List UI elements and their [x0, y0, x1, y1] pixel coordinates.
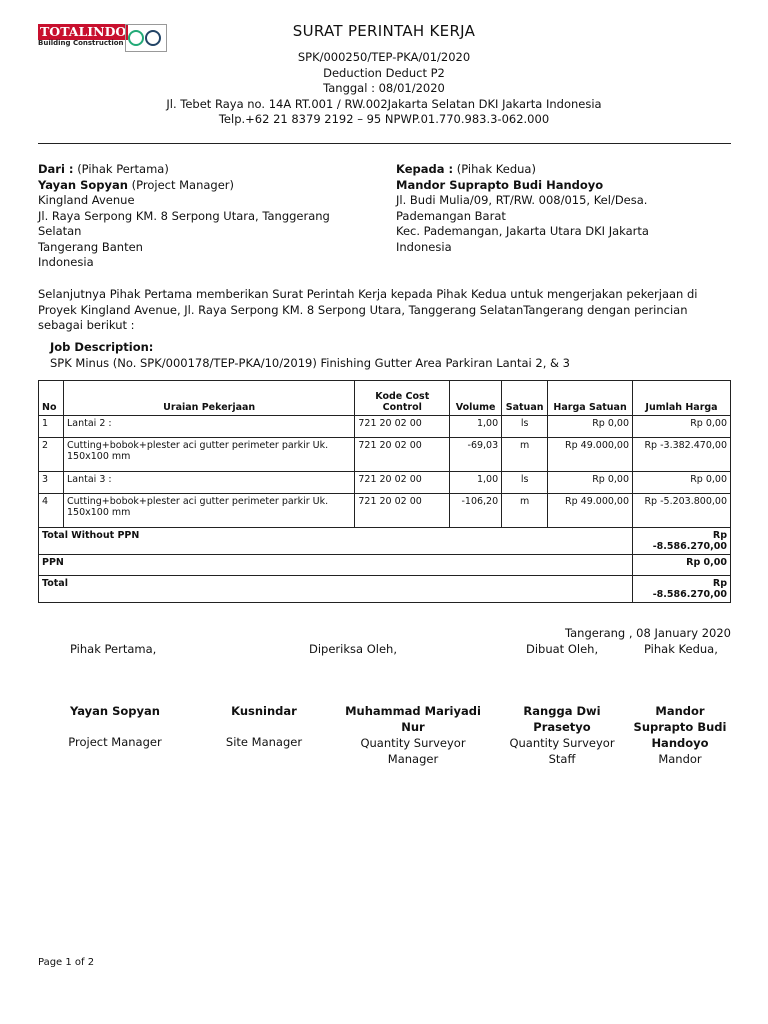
signatory-title: Project Manager: [68, 735, 162, 749]
table-header-row: [39, 381, 731, 416]
to-address-line: Kec. Pademangan, Jakarta Utara DKI Jakarta: [396, 224, 649, 238]
col-header-satuan: Satuan: [502, 381, 548, 416]
logo-subtitle: Building Construction: [38, 39, 124, 47]
cell-jumlah: Rp 0,00: [633, 416, 731, 438]
from-address-line: Kingland Avenue: [38, 193, 135, 207]
cell-no: 3: [39, 472, 64, 494]
col-header-jumlah: Jumlah Harga: [633, 381, 731, 416]
table-row: [39, 494, 731, 528]
total-value: Rp -8.586.270,00: [633, 576, 731, 603]
from-block: [38, 162, 368, 271]
signatory-name: Yayan Sopyan: [70, 704, 160, 718]
cell-harga: Rp 0,00: [548, 472, 633, 494]
intro-line: Selanjutnya Pihak Pertama memberikan Surat Perintah Kerja kepada Pihak Kedua untuk mengerjakan pekerjaan di: [38, 287, 698, 301]
cell-kode: 721 20 02 00: [355, 416, 450, 438]
table-row: [39, 472, 731, 494]
cell-uraian: Lantai 3 :: [63, 472, 354, 494]
cell-volume: 1,00: [450, 472, 502, 494]
cell-satuan: m: [502, 438, 548, 472]
from-role: (Pihak Pertama): [77, 162, 169, 176]
total-row: [39, 555, 731, 576]
logo-name: TOTALINDO: [40, 24, 127, 39]
signatory-name: Rangga Dwi Prasetyo: [523, 704, 601, 734]
to-address-line: Indonesia: [396, 239, 452, 254]
cell-uraian: Cutting+bobok+plester aci gutter perimeter parkir Uk. 150x100 mm: [63, 494, 354, 528]
to-block: [396, 162, 731, 255]
total-value: Rp 0,00: [633, 555, 731, 576]
signatory-title: Mandor: [658, 752, 702, 766]
role-pihak-kedua: Pihak Kedua,: [644, 642, 718, 656]
signatory-title: Quantity Surveyor Manager: [360, 736, 466, 766]
from-name: Yayan Sopyan: [38, 177, 128, 192]
role-pihak-pertama: Pihak Pertama,: [70, 642, 157, 656]
cell-harga: Rp 0,00: [548, 416, 633, 438]
job-description-text: SPK Minus (No. SPK/000178/TEP-PKA/10/2019) Finishing Gutter Area Parkiran Lantai 2, & 3: [50, 356, 570, 370]
cell-no: 2: [39, 438, 64, 472]
role-dibuat-oleh: Dibuat Oleh,: [526, 642, 599, 656]
from-address-line: Indonesia: [38, 255, 94, 269]
from-address-line: Selatan: [38, 224, 82, 238]
from-position: (Project Manager): [131, 177, 235, 192]
intro-line: Proyek Kingland Avenue, Jl. Raya Serpong KM. 8 Serpong Utara, Tanggerang SelatanTangerang dengan perincian: [38, 302, 688, 317]
document-title: SURAT PERINTAH KERJA: [292, 22, 476, 40]
spk-number: SPK/000250/TEP-PKA/01/2020: [297, 50, 471, 64]
job-description-label: Job Description:: [50, 340, 154, 354]
cell-kode: 721 20 02 00: [355, 438, 450, 472]
cell-satuan: ls: [502, 416, 548, 438]
cell-volume: -106,20: [450, 494, 502, 528]
cell-satuan: m: [502, 494, 548, 528]
intro-paragraph: [38, 287, 738, 334]
signatory: [204, 703, 324, 750]
from-label: Dari :: [38, 162, 74, 176]
role-diperiksa-oleh: Diperiksa Oleh,: [309, 642, 397, 656]
total-label: Total Without PPN: [39, 528, 633, 555]
cell-no: 4: [39, 494, 64, 528]
signatory: [338, 703, 488, 767]
cell-volume: 1,00: [450, 416, 502, 438]
col-header-uraian: Uraian Pekerjaan: [63, 381, 354, 416]
cell-jumlah: Rp -3.382.470,00: [633, 438, 731, 472]
cell-kode: 721 20 02 00: [355, 472, 450, 494]
signatory-title: Site Manager: [225, 735, 303, 749]
to-label: Kepada :: [396, 162, 454, 176]
company-address: Jl. Tebet Raya no. 14A RT.001 / RW.002Jakarta Selatan DKI Jakarta Indonesia: [166, 97, 602, 111]
cell-kode: 721 20 02 00: [355, 494, 450, 528]
cell-satuan: ls: [502, 472, 548, 494]
total-row: [39, 528, 731, 555]
company-phone-npwp: Telp.+62 21 8379 2192 – 95 NPWP.01.770.983.3-062.000: [218, 112, 550, 126]
total-label: PPN: [39, 555, 633, 576]
work-items-table: [38, 380, 731, 603]
cell-volume: -69,03: [450, 438, 502, 472]
cell-no: 1: [39, 416, 64, 438]
cell-jumlah: Rp -5.203.800,00: [633, 494, 731, 528]
place-date: Tangerang , 08 January 2020: [565, 626, 731, 640]
page-number: Page 1 of 2: [38, 957, 95, 968]
cell-jumlah: Rp 0,00: [633, 472, 731, 494]
col-header-no: No: [39, 381, 64, 416]
to-address-line: Pademangan Barat: [396, 208, 506, 223]
to-role: (Pihak Kedua): [456, 162, 536, 176]
from-address-line: Tangerang Banten: [38, 239, 143, 254]
total-value: Rp -8.586.270,00: [633, 528, 731, 555]
deduction-label: Deduction Deduct P2: [323, 66, 445, 80]
signatory-name: Kusnindar: [231, 704, 297, 718]
col-header-kode: Kode Cost Control: [355, 381, 450, 416]
signatory: [509, 703, 615, 767]
signatory-name: Muhammad Mariyadi Nur: [345, 704, 481, 734]
signatory-name: Mandor Suprapto Budi Handoyo: [633, 704, 727, 750]
to-name: Mandor Suprapto Budi Handoyo: [396, 177, 604, 192]
table-row: [39, 438, 731, 472]
cell-harga: Rp 49.000,00: [548, 438, 633, 472]
signatory: [628, 703, 732, 767]
document-date: Tanggal : 08/01/2020: [323, 81, 445, 95]
col-header-volume: Volume: [450, 381, 502, 416]
from-address-line: Jl. Raya Serpong KM. 8 Serpong Utara, Tanggerang: [38, 208, 330, 223]
signatory: [45, 703, 185, 750]
col-header-harga: Harga Satuan: [548, 381, 633, 416]
table-row: [39, 416, 731, 438]
signatory-title: Quantity Surveyor Staff: [509, 736, 615, 766]
cell-harga: Rp 49.000,00: [548, 494, 633, 528]
header-divider: [38, 143, 731, 144]
cell-uraian: Cutting+bobok+plester aci gutter perimeter parkir Uk. 150x100 mm: [63, 438, 354, 472]
to-address-line: Jl. Budi Mulia/09, RT/RW. 008/015, Kel/Desa.: [396, 193, 648, 207]
total-row: [39, 576, 731, 603]
intro-line: sebagai berikut :: [38, 318, 135, 332]
cell-uraian: Lantai 2 :: [63, 416, 354, 438]
total-label: Total: [39, 576, 633, 603]
